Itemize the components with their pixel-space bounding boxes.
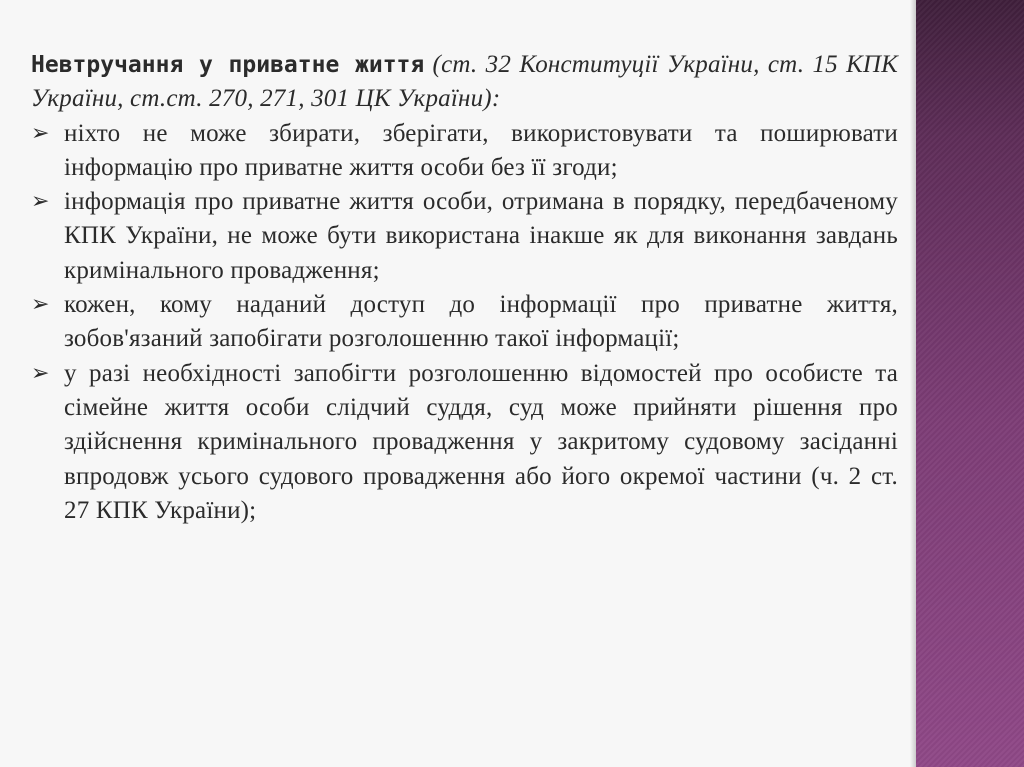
list-item-text: інформація про приватне життя особи, отримана в порядку, передбаченому КПК України, не може бути використана інакше як для виконання завдань кримінального провадження; bbox=[64, 188, 898, 284]
list-item-text: ніхто не може збирати, зберігати, використовувати та поширювати інформацію про приватне життя особи без її згоди; bbox=[64, 119, 898, 181]
list-item-text: у разі необхідності запобігти розголошенню відомостей про особисте та сімейне життя особи слідчий суддя, суд може прийняти рішення про здійснення кримінального провадження у закритому судовому засіданні впродовж усього судового провадження або його окремої частини (ч. 2 ст. 27 КПК України); bbox=[64, 359, 898, 524]
heading-legal-reference: (ст. 32 Конституції України, ст. 15 КПК України, ст.ст. 270, 271, 301 ЦК України): bbox=[31, 51, 898, 113]
slide-content bbox=[31, 48, 898, 528]
slide-heading bbox=[31, 48, 898, 117]
list-item bbox=[31, 185, 898, 288]
heading-title: Невтручання у приватне життя bbox=[31, 52, 425, 78]
bullet-list bbox=[31, 117, 898, 529]
chevron-right-icon: ➢ bbox=[31, 360, 50, 386]
list-item bbox=[31, 117, 898, 186]
chevron-right-icon: ➢ bbox=[31, 292, 50, 318]
decorative-side-band bbox=[916, 0, 1024, 767]
list-item bbox=[31, 288, 898, 357]
chevron-right-icon: ➢ bbox=[31, 120, 50, 146]
list-item bbox=[31, 357, 898, 528]
list-item-text: кожен, кому наданий доступ до інформації про приватне життя, зобов'язаний запобігати розголошенню такої інформації; bbox=[64, 291, 898, 353]
chevron-right-icon: ➢ bbox=[31, 189, 50, 215]
